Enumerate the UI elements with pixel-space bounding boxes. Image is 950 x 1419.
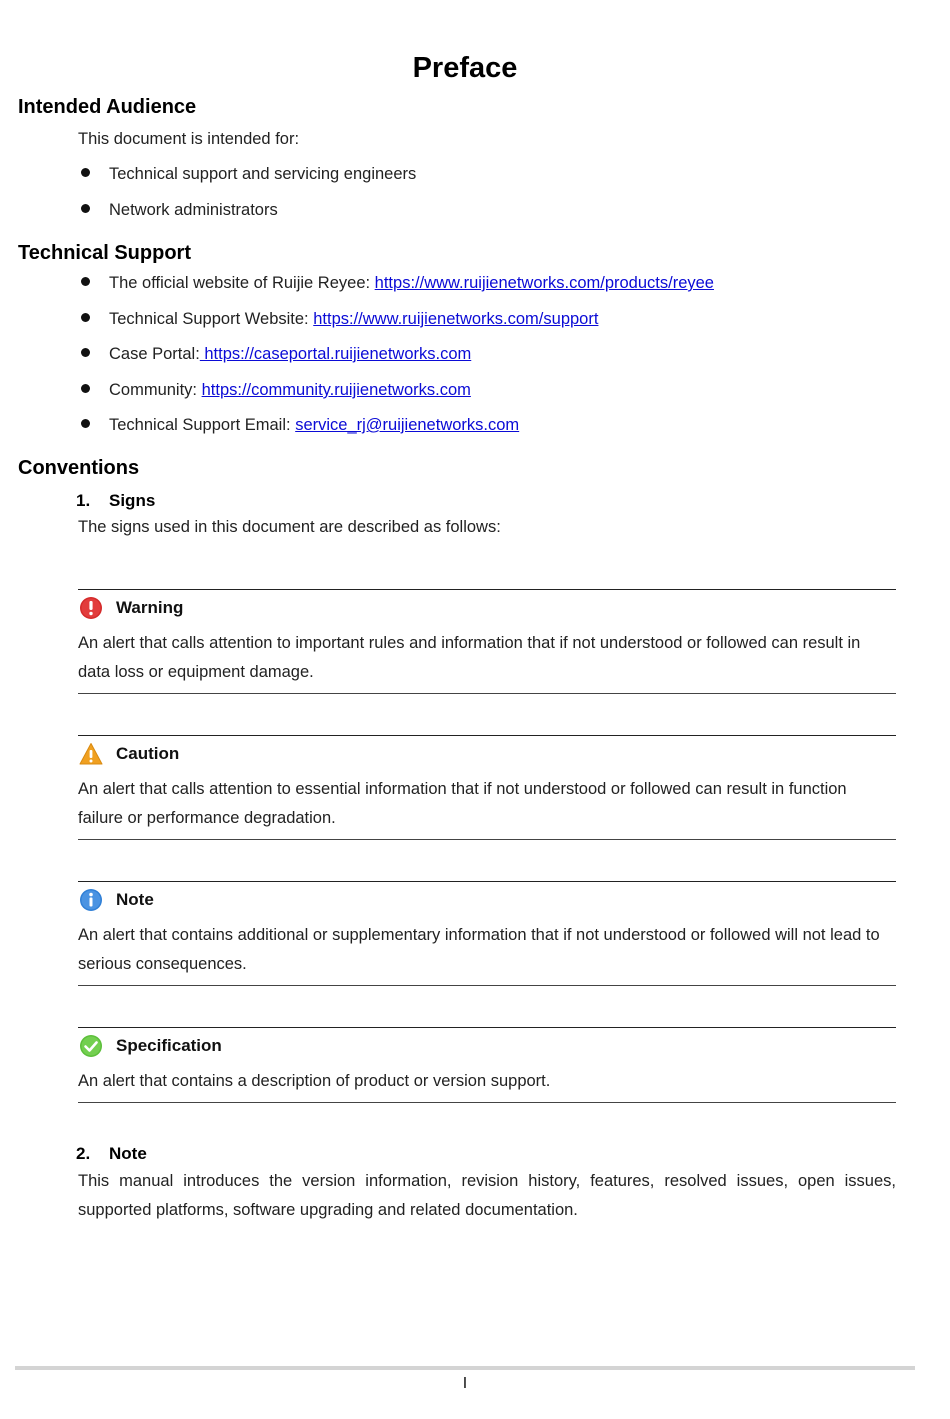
audience-intro: This document is intended for: <box>78 130 300 148</box>
support-item-support-site <box>78 310 598 329</box>
list-item <box>78 201 278 220</box>
intended-audience-heading: Intended Audience <box>18 96 197 118</box>
notice-header <box>78 737 896 771</box>
case-portal-link[interactable]: https://caseportal.ruijienetworks.com <box>199 345 472 363</box>
bullet-icon <box>81 204 90 213</box>
support-website-link[interactable]: https://www.ruijienetworks.com/support <box>313 310 599 328</box>
footer-divider <box>15 1366 915 1370</box>
specification-text: An alert that contains a description of product or version support. <box>78 1072 551 1090</box>
support-email-link[interactable]: service_rj@ruijienetworks.com <box>295 416 520 434</box>
note-text: An alert that contains additional or supplementary information that if not understood or followed will not lead to serious consequences. <box>78 926 880 973</box>
info-icon <box>79 888 103 912</box>
bullet-icon <box>81 313 90 322</box>
bullet-icon <box>81 277 90 286</box>
caution-text: An alert that calls attention to essential information that if not understood or followed can result in function failure or performance degradation. <box>78 780 847 827</box>
note-heading-title: Note <box>109 1144 147 1163</box>
conventions-heading: Conventions <box>18 457 140 479</box>
check-icon <box>79 1034 103 1058</box>
support-item-label: The official website of Ruijie Reyee: <box>109 274 375 292</box>
support-item-label: Community: <box>109 381 202 399</box>
warning-notice <box>78 589 896 694</box>
support-item-label: Case Portal: <box>109 345 200 363</box>
page-number: I <box>462 1375 468 1392</box>
notice-header <box>78 883 896 917</box>
note-notice <box>78 881 896 986</box>
notice-header <box>78 1029 896 1063</box>
support-item-label: Technical Support Website: <box>109 310 314 328</box>
signs-intro: The signs used in this document are described as follows: <box>78 518 501 536</box>
list-item-text: Network administrators <box>109 201 278 219</box>
notice-header <box>78 591 896 625</box>
technical-support-heading: Technical Support <box>18 242 191 264</box>
warning-title: Warning <box>116 598 184 617</box>
caution-title: Caution <box>116 744 180 763</box>
signs-heading <box>76 491 155 511</box>
warning-text: An alert that calls attention to important rules and information that if not understood or followed can result in data loss or equipment damage. <box>78 634 861 681</box>
warning-icon <box>79 596 103 620</box>
support-item-label: Technical Support Email: <box>109 416 296 434</box>
support-item-email <box>78 416 519 435</box>
specification-notice <box>78 1027 896 1103</box>
note-paragraph: This manual introduces the version information, revision history, features, resolved issues, open issues, supported platforms, software upgrading and related documentation. <box>78 1172 896 1219</box>
support-item-website <box>78 274 714 293</box>
list-item <box>78 165 416 184</box>
community-link[interactable]: https://community.ruijienetworks.com <box>201 381 471 399</box>
signs-number: 1. <box>76 491 91 510</box>
bullet-icon <box>81 384 90 393</box>
page-title: Preface <box>412 52 518 84</box>
bullet-icon <box>81 419 90 428</box>
note-number: 2. <box>76 1144 91 1163</box>
specification-title: Specification <box>116 1036 222 1055</box>
note-heading <box>76 1144 147 1164</box>
list-item-text: Technical support and servicing engineers <box>109 165 417 183</box>
caution-icon <box>79 742 103 766</box>
caution-notice <box>78 735 896 840</box>
reyee-website-link[interactable]: https://www.ruijienetworks.com/products/reyee <box>374 274 714 292</box>
signs-title: Signs <box>109 491 156 510</box>
bullet-icon <box>81 348 90 357</box>
support-item-case-portal <box>78 345 471 364</box>
bullet-icon <box>81 168 90 177</box>
support-item-community <box>78 381 471 400</box>
note-title: Note <box>116 890 154 909</box>
